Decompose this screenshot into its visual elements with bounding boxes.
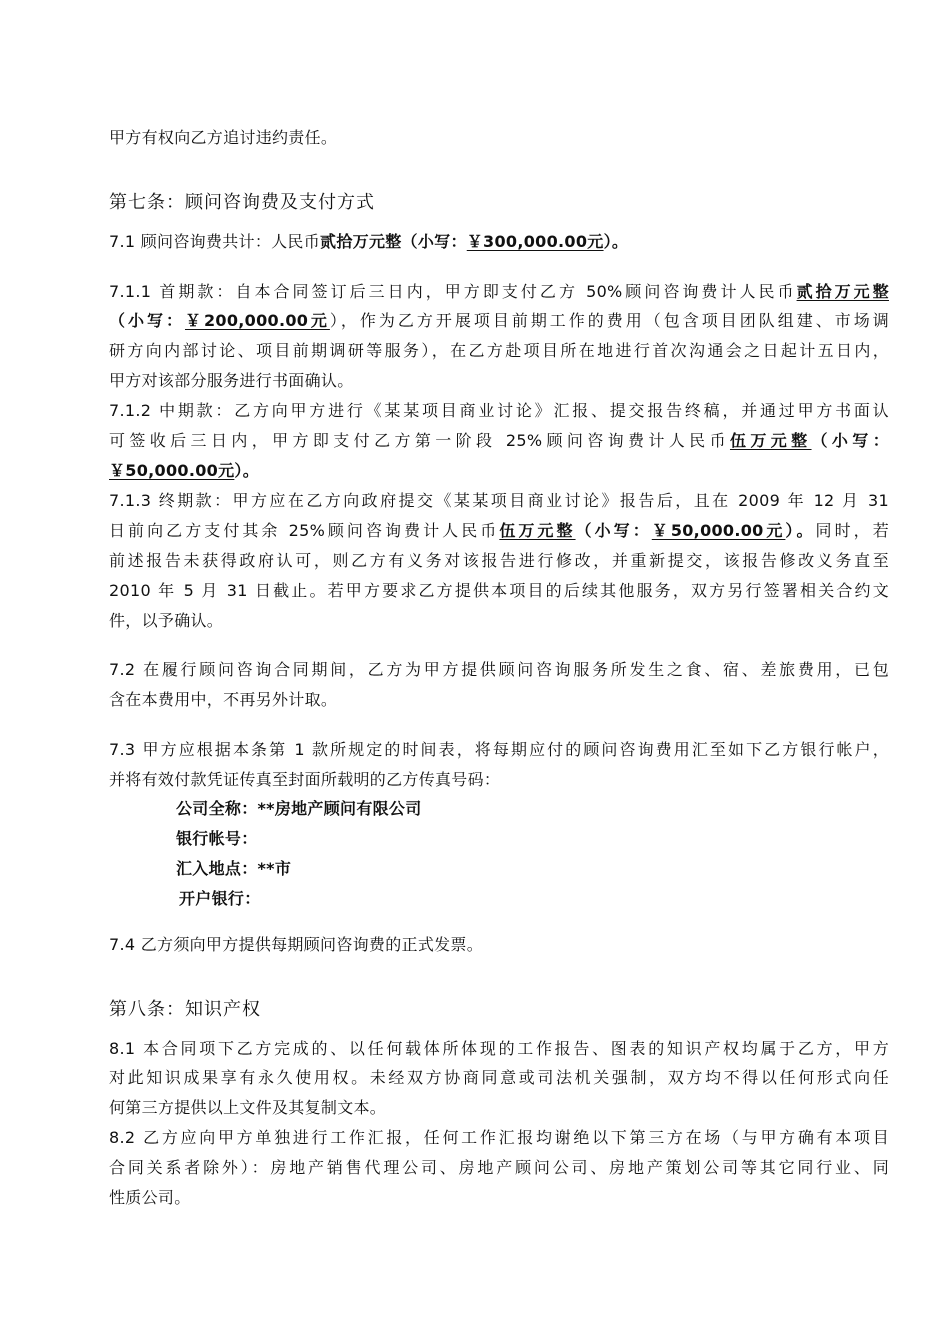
section-8-heading: 第八条：知识产权 [109, 999, 261, 1020]
clause-7-1-3-line: 件，以予确认。 [109, 611, 224, 630]
clause-7-1: 7.1 顾问咨询费共计：人民币贰拾万元整（小写：￥300,000.00元）。 [109, 232, 629, 251]
clause-7-1-1-line: （小写：￥200,000.00元），作为乙方开展项目前期工作的费用（包含项目团队组建、市场调 [109, 311, 889, 330]
clause-7-1-2-line: 可签收后三日内，甲方即支付乙方第一阶段 25%顾问咨询费计人民币伍万元整（小写： [109, 431, 890, 450]
bank-location: 汇入地点：**市 [176, 859, 292, 878]
clause-7-1-2-line: 7.1.2 中期款：乙方向甲方进行《某某项目商业讨论》汇报、提交报告终稿，并通过甲方书面认 [109, 401, 889, 420]
clause-7-3-line: 并将有效付款凭证传真至封面所载明的乙方传真号码： [109, 770, 501, 789]
clause-7-2-line: 7.2 在履行顾问咨询合同期间，乙方为甲方提供顾问咨询服务所发生之食、宿、差旅费用，已包 [109, 660, 889, 679]
clause-7-1-3-line: 2010 年 5 月 31 日截止。若甲方要求乙方提供本项目的后续其他服务，双方另行签署相关合约文 [109, 581, 889, 600]
clause-7-4: 7.4 乙方须向甲方提供每期顾问咨询费的正式发票。 [109, 935, 484, 954]
clause-8-2-line: 合同关系者除外）：房地产销售代理公司、房地产顾问公司、房地产策划公司等其它同行业、同 [109, 1158, 889, 1177]
clause-8-2-line: 8.2 乙方应向甲方单独进行工作汇报，任何工作汇报均谢绝以下第三方在场（与甲方确有本项目 [109, 1128, 889, 1147]
section-7-heading: 第七条：顾问咨询费及支付方式 [109, 192, 375, 213]
bank-company-name: 公司全称：**房地产顾问有限公司 [176, 799, 422, 818]
bank-name: 开户银行： [179, 889, 261, 908]
clause-8-2-line: 性质公司。 [109, 1188, 191, 1207]
clause-7-1-3-line: 前述报告未获得政府认可，则乙方有义务对该报告进行修改，并重新提交，该报告修改义务直至 [109, 551, 889, 570]
clause-7-2-line: 含在本费用中，不再另外计取。 [109, 690, 338, 709]
clause-8-1-line: 何第三方提供以上文件及其复制文本。 [109, 1098, 387, 1117]
clause-7-1-3-line: 日前向乙方支付其余 25%顾问咨询费计人民币伍万元整（小写：￥50,000.00元）。同时，若 [109, 521, 889, 540]
clause-8-1-line: 8.1 本合同项下乙方完成的、以任何载体所体现的工作报告、图表的知识产权均属于乙方，甲方 [109, 1039, 889, 1058]
clause-7-1-1-line: 7.1.1 首期款：自本合同签订后三日内，甲方即支付乙方 50%顾问咨询费计人民币贰拾万元整 [109, 282, 889, 301]
intro-text: 甲方有权向乙方追讨违约责任。 [109, 128, 338, 147]
clause-7-1-3-line: 7.1.3 终期款：甲方应在乙方向政府提交《某某项目商业讨论》报告后，且在 2009 年 12 月 31 [109, 491, 889, 510]
bank-account: 银行帐号： [176, 829, 258, 848]
clause-7-1-1-line: 甲方对该部分服务进行书面确认。 [109, 371, 354, 390]
clause-7-3-line: 7.3 甲方应根据本条第 1 款所规定的时间表，将每期应付的顾问咨询费用汇至如下乙方银行帐户， [109, 740, 889, 759]
clause-7-1-1-line: 研方向内部讨论、项目前期调研等服务），在乙方赴项目所在地进行首次沟通会之日起计五日内， [109, 341, 889, 360]
clause-8-1-line: 对此知识成果享有永久使用权。未经双方协商同意或司法机关强制，双方均不得以任何形式向任 [109, 1068, 889, 1087]
clause-7-1-2-line: ￥50,000.00元）。 [109, 461, 259, 480]
